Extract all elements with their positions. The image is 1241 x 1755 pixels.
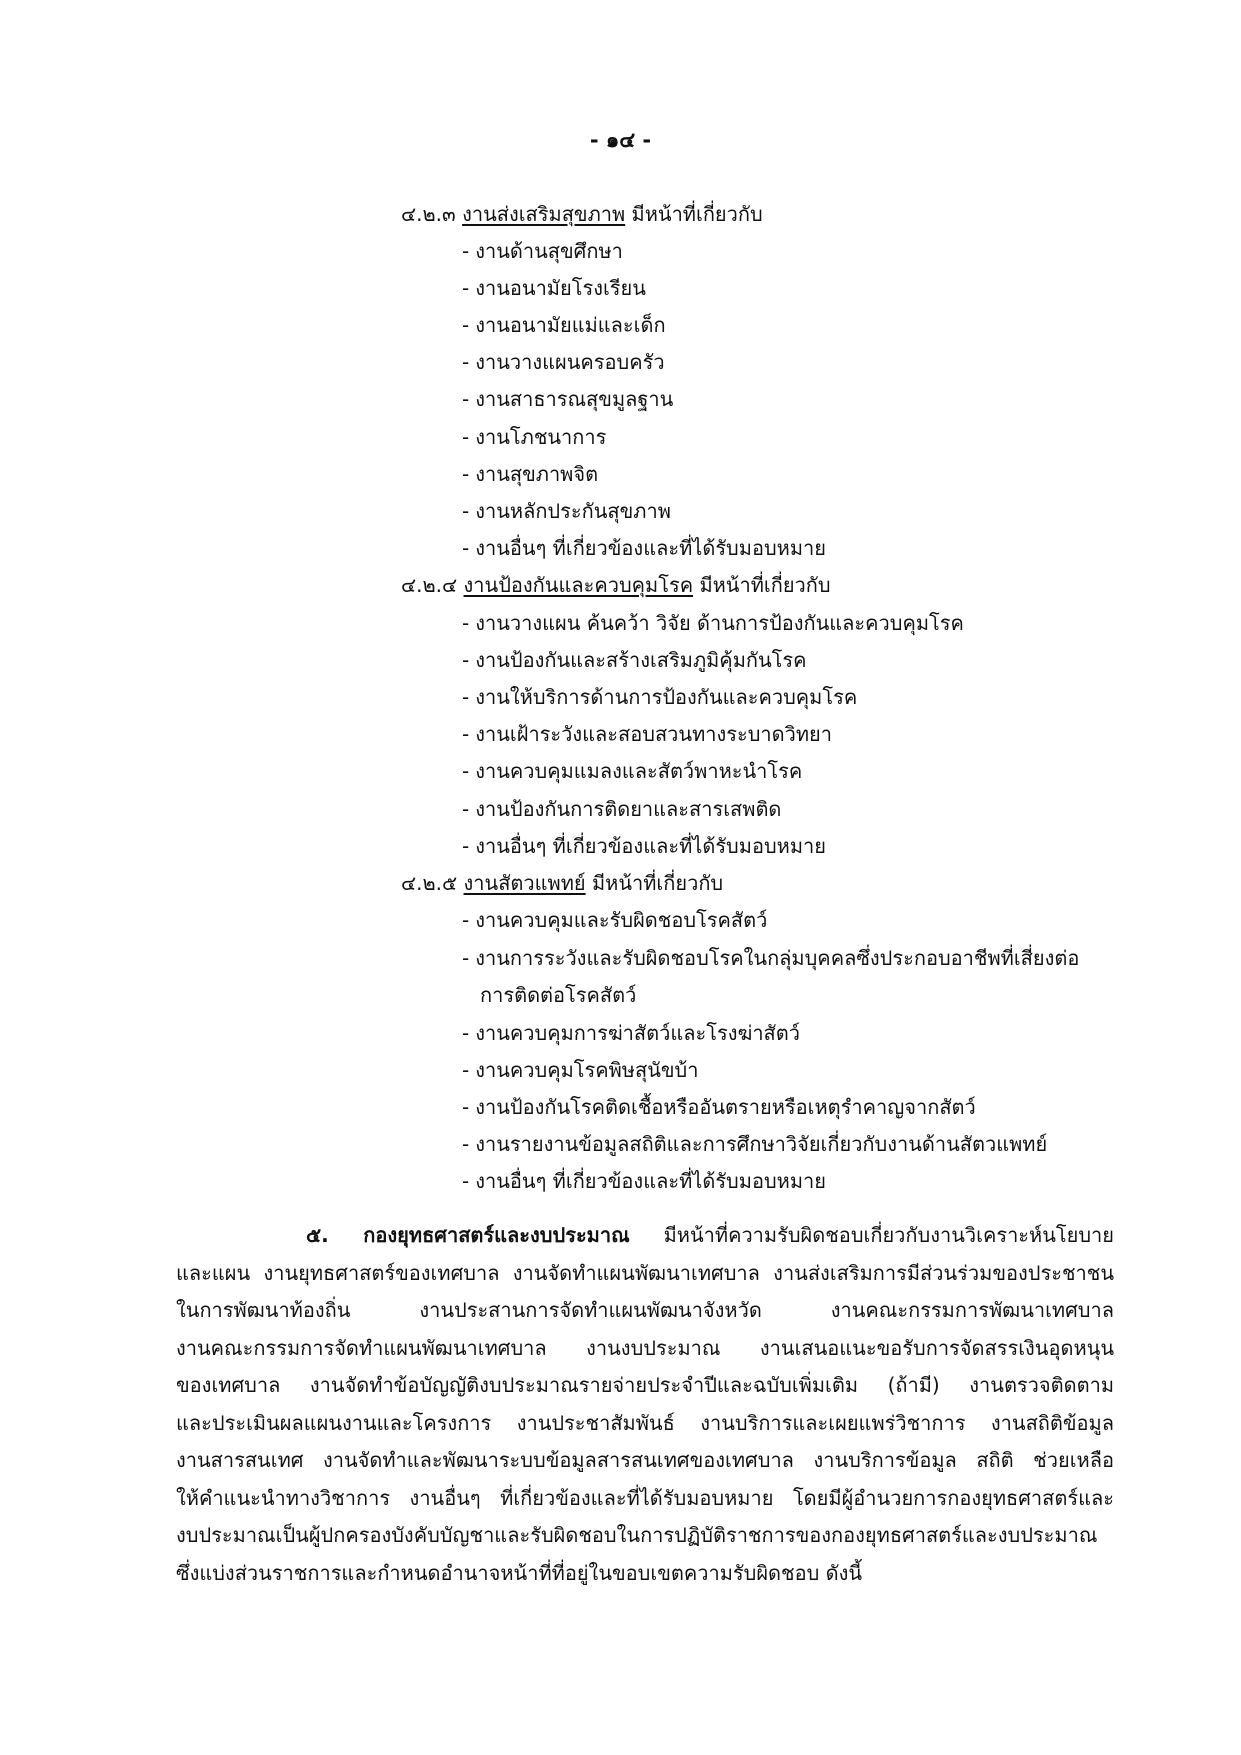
- section-title: งานป้องกันและควบคุมโรค: [463, 573, 694, 597]
- section-heading-4-2-4: [401, 570, 831, 600]
- list-item: - งานวางแผนครอบครัว: [462, 350, 665, 374]
- section-suffix: มีหน้าที่เกี่ยวกับ: [699, 573, 831, 597]
- list-item: - งานให้บริการด้านการป้องกันและควบคุมโรค: [462, 685, 858, 709]
- list-item: - งานด้านสุขศึกษา: [462, 239, 623, 263]
- section-number: ๔.๒.๓: [401, 202, 456, 226]
- list-item: - งานอนามัยโรงเรียน: [462, 276, 646, 300]
- section-heading-4-2-3: [401, 199, 763, 229]
- list-item: - งานเฝ้าระวังและสอบสวนทางระบาดวิทยา: [462, 722, 833, 746]
- list-item: - งานป้องกันและสร้างเสริมภูมิคุ้มกันโรค: [462, 648, 807, 672]
- paragraph-line: งบประมาณเป็นผู้ปกครองบังคับบัญชาและรับผิดชอบในการปฏิบัติราชการของกองยุทธศาสตร์และงบประมาณ: [176, 1523, 1098, 1547]
- paragraph-line: ซึ่งแบ่งส่วนราชการและกำหนดอำนาจหน้าที่ที่อยู่ในขอบเขตความรับผิดชอบ ดังนี้: [176, 1560, 863, 1585]
- section-5-title: ๕. กองยุทธศาสตร์และงบประมาณ: [306, 1223, 630, 1247]
- list-item: - งานอื่นๆ ที่เกี่ยวข้องและที่ได้รับมอบหมาย: [462, 834, 826, 858]
- paragraph-line: และแผน งานยุทธศาสตร์ของเทศบาล งานจัดทำแผนพัฒนาเทศบาล งานส่งเสริมการมีส่วนร่วมของประชาชน: [176, 1260, 1114, 1285]
- section-number: ๔.๒.๕: [401, 871, 458, 895]
- section-number: ๔.๒.๔: [401, 573, 458, 597]
- paragraph-line: ของเทศบาล งานจัดทำข้อบัญญัติงบประมาณรายจ่ายประจำปีและฉบับเพิ่มเติม (ถ้ามี) งานตรวจติดตาม: [176, 1373, 1114, 1397]
- list-item: - งานอื่นๆ ที่เกี่ยวข้องและที่ได้รับมอบหมาย: [462, 536, 826, 560]
- list-item: - งานอื่นๆ ที่เกี่ยวข้องและที่ได้รับมอบหมาย: [462, 1169, 826, 1193]
- list-item: - งานโภชนาการ: [462, 425, 607, 449]
- list-item: - งานป้องกันโรคติดเชื้อหรืออันตรายหรือเหตุรำคาญจากสัตว์: [462, 1095, 976, 1119]
- list-item: - งานหลักประกันสุขภาพ: [462, 499, 671, 523]
- list-item: - งานควบคุมการฆ่าสัตว์และโรงฆ่าสัตว์: [462, 1021, 800, 1045]
- page-number: - ๑๔ -: [589, 128, 652, 152]
- list-item: - งานสุขภาพจิต: [462, 462, 599, 486]
- section-suffix: มีหน้าที่เกี่ยวกับ: [591, 871, 724, 895]
- list-item: - งานควบคุมแมลงและสัตว์พาหะนำโรค: [462, 759, 803, 783]
- paragraph-line: งานสารสนเทศ งานจัดทำและพัฒนาระบบข้อมูลสารสนเทศของเทศบาล งานบริการข้อมูล สถิติ ช่วยเหลือ: [176, 1448, 1114, 1472]
- list-item: - งานอนามัยแม่และเด็ก: [462, 313, 666, 337]
- paragraph-line: ให้คำแนะนำทางวิชาการ งานอื่นๆ ที่เกี่ยวข้องและที่ได้รับมอบหมาย โดยมีผู้อำนวยการกองยุทธศาสตร์และ: [176, 1485, 1114, 1510]
- section-title: งานส่งเสริมสุขภาพ: [462, 202, 626, 226]
- paragraph-line: งานคณะกรรมการจัดทำแผนพัฒนาเทศบาล งานงบประมาณ งานเสนอแนะขอรับการจัดสรรเงินอุดหนุน: [176, 1335, 1114, 1360]
- paragraph-line: ๕. กองยุทธศาสตร์และงบประมาณ มีหน้าที่ความรับผิดชอบเกี่ยวกับงานวิเคราะห์นโยบาย: [306, 1223, 1114, 1247]
- paragraph-line: และประเมินผลแผนงานและโครงการ งานประชาสัมพันธ์ งานบริการและเผยแพร่วิชาการ งานสถิติข้อมูล: [176, 1410, 1114, 1435]
- section-title: งานสัตวแพทย์: [463, 871, 586, 895]
- list-item: - งานการระวังและรับผิดชอบโรคในกลุ่มบุคคลซึ่งประกอบอาชีพที่เสี่ยงต่อ: [462, 946, 1080, 970]
- list-item: - งานควบคุมและรับผิดชอบโรคสัตว์: [462, 908, 768, 932]
- list-item: - งานป้องกันการติดยาและสารเสพติด: [462, 797, 782, 821]
- list-item: - งานสาธารณสุขมูลฐาน: [462, 387, 674, 411]
- list-item: - งานควบคุมโรคพิษสุนัขบ้า: [462, 1058, 699, 1082]
- list-item-continuation: การติดต่อโรคสัตว์: [480, 983, 637, 1007]
- section-heading-4-2-5: [401, 868, 723, 898]
- list-item: - งานรายงานข้อมูลสถิติและการศึกษาวิจัยเกี่ยวกับงานด้านสัตวแพทย์: [462, 1132, 1048, 1156]
- section-5-paragraph: [176, 1217, 1114, 1592]
- section-suffix: มีหน้าที่เกี่ยวกับ: [631, 202, 763, 226]
- list-item: - งานวางแผน ค้นคว้า วิจัย ด้านการป้องกันและควบคุมโรค: [462, 611, 964, 635]
- paragraph-line: ในการพัฒนาท้องถิ่น งานประสานการจัดทำแผนพัฒนาจังหวัด งานคณะกรรมการพัฒนาเทศบาล: [176, 1298, 1114, 1322]
